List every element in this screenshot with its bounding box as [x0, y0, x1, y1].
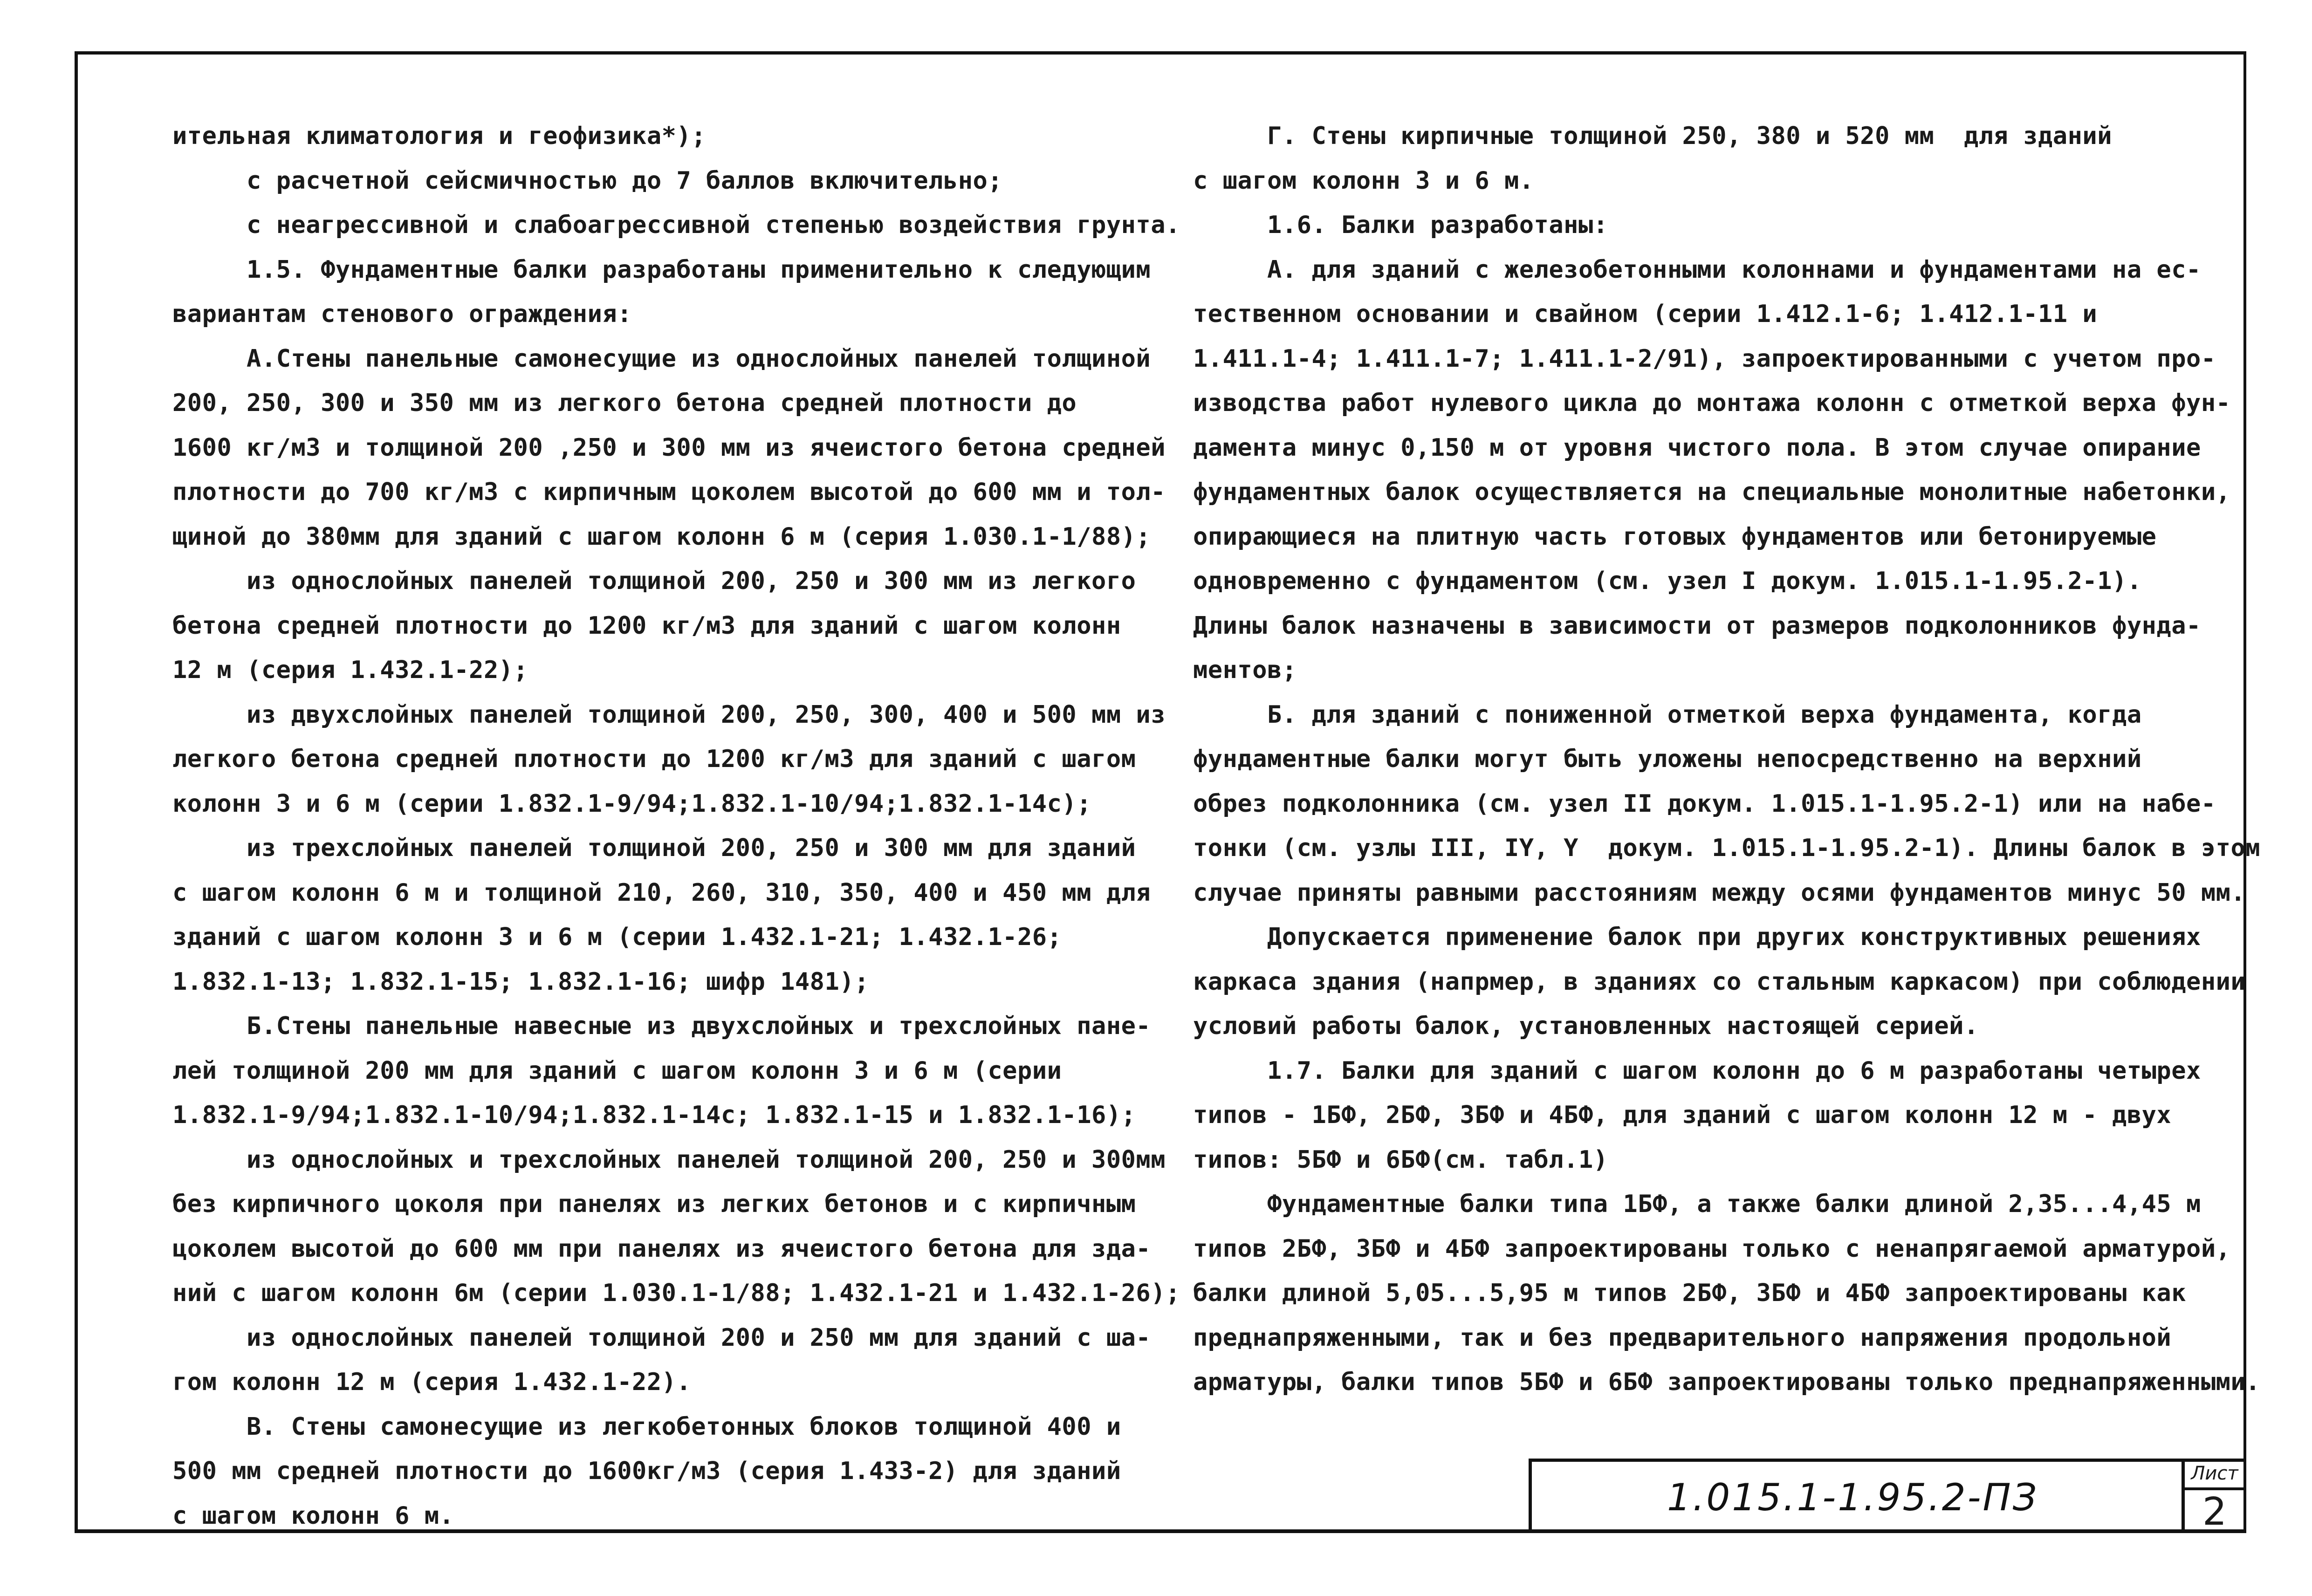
text-line: В. Стены самонесущие из легкобетонных блоков толщиной 400 и — [172, 1412, 1121, 1441]
text-line: 1.832.1-13; 1.832.1-15; 1.832.1-16; шифр 1481); — [172, 967, 869, 996]
text-line: случае приняты равными расстояниям между осями фундаментов минус 50 мм. — [1193, 878, 2246, 907]
sheet-number: 2 — [2202, 1490, 2227, 1534]
text-line: каркаса здания (напрмер, в зданиях со стальным каркасом) при соблюдении — [1193, 967, 2246, 996]
text-line: типов 2БФ, 3БФ и 4БФ запроектированы только с ненапрягаемой арматурой, — [1193, 1234, 2231, 1263]
text-line: одновременно с фундаментом (см. узел I докум. 1.015.1-1.95.2-1). — [1193, 567, 2142, 595]
text-line: 12 м (серия 1.432.1-22); — [172, 656, 528, 684]
text-line: вариантам стенового ограждения: — [172, 300, 632, 328]
text-line: 1600 кг/м3 и толщиной 200 ,250 и 300 мм из ячеистого бетона средней — [172, 433, 1166, 462]
text-line: 200, 250, 300 и 350 мм из легкого бетона средней плотности до — [172, 389, 1077, 417]
text-line: ительная климатология и геофизика*); — [172, 122, 707, 150]
text-line: изводства работ нулевого цикла до монтажа колонн с отметкой верха фун- — [1193, 389, 2231, 417]
text-line: бетона средней плотности до 1200 кг/м3 для зданий с шагом колонн — [172, 611, 1121, 640]
text-line: плотности до 700 кг/м3 с кирпичным цоколем высотой до 600 мм и тол- — [172, 478, 1166, 506]
text-line: условий работы балок, установленных настоящей серией. — [1193, 1012, 1979, 1040]
text-line: 500 мм средней плотности до 1600кг/м3 (серия 1.433-2) для зданий — [172, 1457, 1121, 1485]
text-line: с шагом колонн 3 и 6 м. — [1193, 166, 1534, 195]
document-code: 1.015.1-1.95.2-ПЗ — [1667, 1476, 2038, 1519]
text-line: дамента минус 0,150 м от уровня чистого пола. В этом случае опирание — [1193, 433, 2201, 462]
left-text-column — [172, 114, 1212, 1538]
text-line: с шагом колонн 6 м и толщиной 210, 260, 310, 350, 400 и 450 мм для — [172, 878, 1151, 907]
text-line: из однослойных и трехслойных панелей толщиной 200, 250 и 300мм — [172, 1145, 1166, 1174]
text-line: зданий с шагом колонн 3 и 6 м (серии 1.432.1-21; 1.432.1-26; — [172, 923, 1062, 951]
text-line: щиной до 380мм для зданий с шагом колонн 6 м (серия 1.030.1-1/88); — [172, 522, 1151, 551]
text-line: ний с шагом колонн 6м (серии 1.030.1-1/88; 1.432.1-21 и 1.432.1-26); — [172, 1279, 1180, 1307]
text-line: легкого бетона средней плотности до 1200 кг/м3 для зданий с шагом — [172, 745, 1136, 773]
text-line: балки длиной 5,05...5,95 м типов 2БФ, 3БФ и 4БФ запроектированы как — [1193, 1279, 2187, 1307]
text-line: 1.5. Фундаментные балки разработаны применительно к следующим — [172, 255, 1151, 284]
text-line: с расчетной сейсмичностью до 7 баллов включительно; — [172, 166, 1003, 195]
text-line: 1.832.1-9/94;1.832.1-10/94;1.832.1-14с; 1.832.1-15 и 1.832.1-16); — [172, 1101, 1136, 1129]
text-line: из двухслойных панелей толщиной 200, 250, 300, 400 и 500 мм из — [172, 700, 1166, 729]
text-line: цоколем высотой до 600 мм при панелях из ячеистого бетона для зда- — [172, 1234, 1151, 1263]
text-line: фундаментные балки могут быть уложены непосредственно на верхний — [1193, 745, 2142, 773]
text-line: Г. Стены кирпичные толщиной 250, 380 и 520 мм для зданий — [1193, 122, 2113, 150]
text-line: 1.7. Балки для зданий с шагом колонн до 6 м разработаны четырех — [1193, 1056, 2201, 1085]
text-line: 1.6. Балки разработаны: — [1193, 211, 1608, 239]
text-line: фундаментных балок осуществляется на специальные монолитные набетонки, — [1193, 478, 2231, 506]
sheet-cell — [2182, 1462, 2244, 1533]
text-line: типов - 1БФ, 2БФ, 3БФ и 4БФ, для зданий с шагом колонн 12 м - двух — [1193, 1101, 2172, 1129]
sheet-label: Лист — [2185, 1462, 2244, 1490]
text-line: колонн 3 и 6 м (серии 1.832.1-9/94;1.832.1-10/94;1.832.1-14с); — [172, 789, 1092, 818]
text-line: без кирпичного цоколя при панелях из легких бетонов и с кирпичным — [172, 1190, 1136, 1218]
text-line: гом колонн 12 м (серия 1.432.1-22). — [172, 1368, 692, 1396]
text-line: арматуры, балки типов 5БФ и 6БФ запроектированы только преднапряженными. — [1193, 1368, 2261, 1396]
text-line: с шагом колонн 6 м. — [172, 1501, 454, 1530]
text-line: из однослойных панелей толщиной 200, 250 и 300 мм из легкого — [172, 567, 1136, 595]
text-line: Допускается применение балок при других конструктивных решениях — [1193, 923, 2201, 951]
text-line: Б. для зданий с пониженной отметкой верха фундамента, когда — [1193, 700, 2142, 729]
text-line: Длины балок назначены в зависимости от размеров подколонников фунда- — [1193, 611, 2201, 640]
text-line: из трехслойных панелей толщиной 200, 250 и 300 мм для зданий — [172, 834, 1136, 862]
text-line: тонки (см. узлы III, IY, Y докум. 1.015.1-1.95.2-1). Длины балок в этом — [1193, 834, 2261, 862]
text-line: тественном основании и свайном (серии 1.412.1-6; 1.412.1-11 и — [1193, 300, 2098, 328]
text-line: с неагрессивной и слабоагрессивной степенью воздействия грунта. — [172, 211, 1180, 239]
text-line: ментов; — [1193, 656, 1297, 684]
text-line: лей толщиной 200 мм для зданий с шагом колонн 3 и 6 м (серии — [172, 1056, 1062, 1085]
text-line: преднапряженными, так и без предварительного напряжения продольной — [1193, 1323, 2172, 1352]
text-line: из однослойных панелей толщиной 200 и 250 мм для зданий с ша- — [172, 1323, 1151, 1352]
text-line: опирающиеся на плитную часть готовых фундаментов или бетонируемые — [1193, 522, 2157, 551]
text-line: Б.Стены панельные навесные из двухслойных и трехслойных пане- — [172, 1012, 1151, 1040]
text-line: А.Стены панельные самонесущие из однослойных панелей толщиной — [172, 344, 1151, 373]
text-line: типов: 5БФ и 6БФ(см. табл.1) — [1193, 1145, 1608, 1174]
text-line: обрез подколонника (см. узел II докум. 1.015.1-1.95.2-1) или на набе- — [1193, 789, 2216, 818]
right-text-column — [1193, 114, 2261, 1405]
title-block-stamp — [1529, 1459, 2244, 1533]
text-line: Фундаментные балки типа 1БФ, а также балки длиной 2,35...4,45 м — [1193, 1190, 2201, 1218]
text-line: А. для зданий с железобетонными колоннами и фундаментами на ес- — [1193, 255, 2201, 284]
text-line: 1.411.1-4; 1.411.1-7; 1.411.1-2/91), запроектированными с учетом про- — [1193, 344, 2216, 373]
